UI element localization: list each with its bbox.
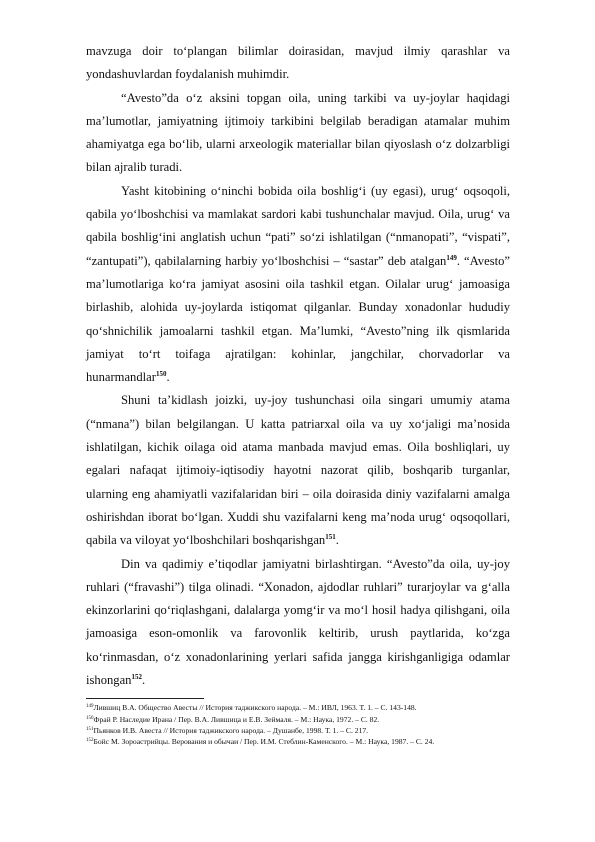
footnote-text: Фрай Р. Наследие Ирана / Пер. В.А. Лившица и Е.В. Зеймаля. – М.: Наука, 1972. – С. 82.	[93, 714, 380, 724]
footnote-reference[interactable]: 152	[131, 673, 142, 682]
paragraph	[86, 87, 510, 180]
footnote-number: 152	[86, 737, 94, 743]
paragraph	[86, 553, 510, 693]
footnote	[86, 725, 510, 736]
footnote	[86, 736, 510, 747]
footnote	[86, 702, 510, 713]
body-text	[86, 40, 510, 692]
paragraph-text: Din va qadimiy e’tiqodlar jamiyatni birlashtirgan. “Avesto”da oila, uy-joy ruhlari (“fravashi”) tilga olinadi. “Xonadon, ajdodlar ruhlari” turarjoylar va g‘alla ekinzorlarini qo‘riqlashgani, dalalarga yomg‘ir va mo‘l hosil hadya qilishgani, oila jamoasiga eson-omonlik va farovonlik keltirib, urush paytlarida, ko‘zga ko‘rinmasdan, o‘z xonadonlarining yerlari safida jangga kirishganligiga odamlar ishongan	[86, 556, 510, 688]
paragraph-text: mavzuga doir to‘plangan bilimlar doirasidan, mavjud ilmiy qarashlar va yondashuvlardan foydalanish muhimdir.	[86, 44, 510, 82]
paragraph-text: . “Avesto” ma’lumotlariga ko‘ra jamiyat asosini oila tashkil etgan. Oilalar urug‘ jamoasiga birlashib, alohida uy-joylarda istiqomat qilganlar. Bunday xonadonlar hududiy qo‘shnichilik jamoalarni tashkil etgan. Ma’lumki, “Avesto”ning ilk qismlarida jamiyat to‘rt toifaga ajratilgan: kohinlar, jangchilar, chorvadorlar va hunarmandlar	[86, 253, 510, 385]
paragraph-text: Yasht kitobining o‘ninchi bobida oila boshlig‘i (uy egasi), urug‘ oqsoqoli, qabila yo‘lboshchisi va mamlakat sardori kabi tushunchalar mavjud. Oila, urug‘ va qabila boshlig‘ini anglatish uchun “pati” so‘zi ishlatilgan (“nmanopati”, “vispati”, “zantupati”), qabilalarning harbiy yo‘lboshchisi – “sastar” deb atalgan	[86, 183, 510, 268]
paragraph-text: .	[166, 370, 170, 385]
footnote-text: Пьянков И.В. Авеста // История таджикского народа. – Душанбе, 1998. Т. 1. – С. 217.	[93, 725, 369, 735]
paragraph	[86, 389, 510, 552]
footnote-number: 149	[86, 704, 94, 710]
document-page	[86, 40, 510, 747]
footnote-separator	[86, 698, 204, 699]
footnote-number: 150	[86, 715, 94, 721]
footnote-text: Лившиц В.А. Общество Авесты // История таджикского народа. – М.: ИВЛ, 1963. Т. 1. – С. 143-148.	[93, 703, 417, 713]
paragraph	[86, 180, 510, 390]
footnote-text: Бойс М. Зороастрийцы. Верования и обычаи / Пер. И.М. Стеблин-Каменского. – М.: Наука, 1987. – С. 24.	[93, 736, 435, 746]
paragraph-text: .	[141, 673, 146, 688]
paragraph-text: Shuni ta’kidlash joizki, uy-joy tushunchasi oila singari umumiy atama (“nmana”) bilan belgilangan. U katta patriarxal oila va uy xo‘jaligi ma’nosida ishlatilgan, kichik oilaga oid atama manbada mavjud emas. Oila boshliqlari, uy egalari nafaqat ijtimoiy-iqtisodiy hayotni nazorat qilib, boshqarib turganlar, ularning eng ahamiyatli vazifalaridan biri – oila doirasida diniy vazifalarni amalga oshirishdan iborat bo‘lgan. Xuddi shu vazifalarni keng ma’noda urug‘ oqsoqollari, qabila va viloyat yo‘lboshchilari boshqarishgan	[86, 393, 510, 548]
footnotes	[86, 702, 510, 747]
footnote-reference[interactable]: 149	[446, 253, 457, 262]
paragraph-text: .	[335, 533, 339, 548]
footnote-number: 151	[86, 726, 94, 732]
paragraph-text: “Avesto”da o‘z aksini topgan oila, uning tarkibi va uy-joylar haqidagi ma’lumotlar, jamiyatning ijtimoiy tarkibini belgilab beradigan atamalar muhim ahamiyatga ega bo‘lib, ularni arxeologik materiallar bilan qiyoslash o‘z dolzarbligi bilan ajralib turadi.	[86, 90, 510, 175]
footnote-reference[interactable]: 151	[325, 533, 336, 542]
footnote	[86, 714, 510, 725]
paragraph	[86, 40, 510, 87]
footnote-reference[interactable]: 150	[155, 370, 167, 379]
